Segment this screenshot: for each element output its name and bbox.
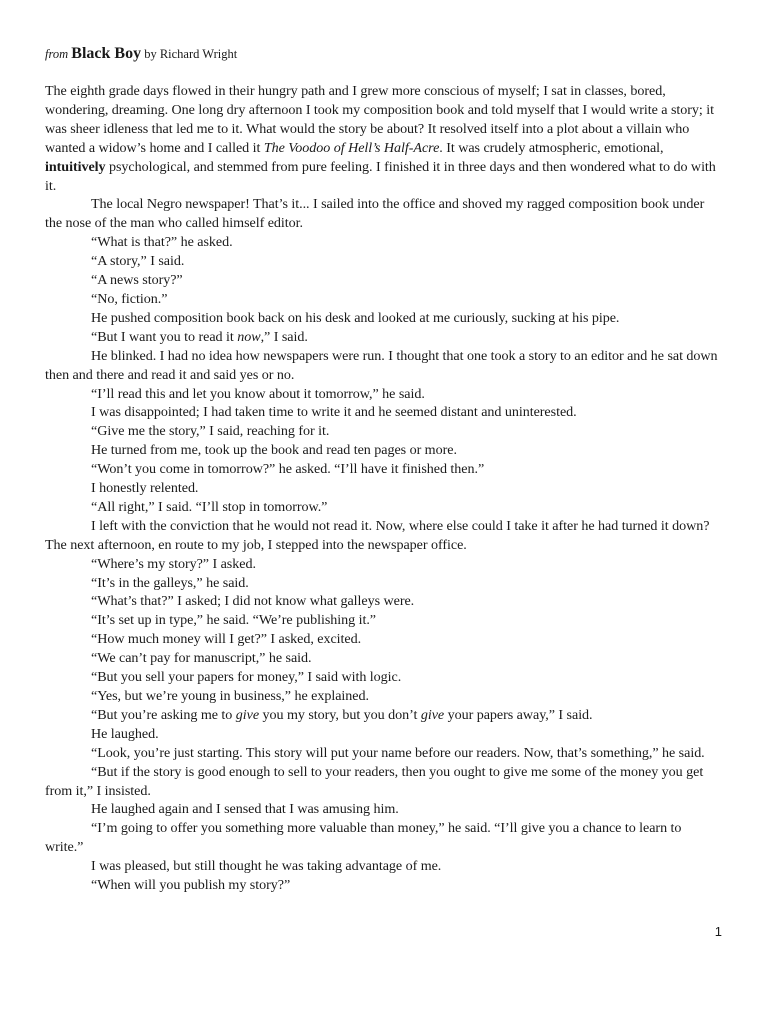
text-segment: your papers away,” I said. <box>444 706 593 723</box>
paragraph <box>45 649 721 668</box>
text-segment: “A news story?” <box>91 272 183 289</box>
text-segment: He laughed. <box>91 725 159 742</box>
paragraph <box>45 271 721 290</box>
text-segment: “What is that?” he asked. <box>91 234 233 251</box>
document-heading <box>45 44 721 64</box>
text-segment: I honestly relented. <box>91 480 199 497</box>
text-segment: “A story,” I said. <box>91 253 185 270</box>
text-segment: ,” I said. <box>260 328 308 345</box>
text-italic: give <box>235 706 260 723</box>
text-segment: “Won’t you come in tomorrow?” he asked. “I’ll have it finished then.” <box>91 461 485 478</box>
paragraph <box>45 309 721 328</box>
text-segment: He pushed composition book back on his desk and looked at me curiously, sucking at his pipe. <box>91 309 620 326</box>
paragraph <box>45 347 721 385</box>
paragraph <box>45 611 721 630</box>
paragraph <box>45 857 721 876</box>
paragraph <box>45 422 721 441</box>
text-segment: “But if the story is good enough to sell to your readers, then you ought to give me some of the money you get from it,” I insisted. <box>45 763 704 799</box>
text-segment: “No, fiction.” <box>91 290 168 307</box>
paragraph <box>45 819 721 857</box>
paragraph <box>45 687 721 706</box>
text-segment: “What’s that?” I asked; I did not know what galleys were. <box>91 593 415 610</box>
paragraph <box>45 630 721 649</box>
heading-author: by Richard Wright <box>144 47 238 61</box>
paragraph <box>45 498 721 517</box>
paragraph <box>45 517 721 555</box>
text-segment: “Where’s my story?” I asked. <box>91 555 256 572</box>
paragraph <box>45 195 721 233</box>
text-segment: The local Negro newspaper! That’s it... I sailed into the office and shoved my ragged composition book under the nose of the man who called himself editor. <box>45 196 705 232</box>
paragraph <box>45 725 721 744</box>
text-italic: The Voodoo of Hell’s Half-Acre <box>263 139 440 156</box>
text-segment: “It’s in the galleys,” he said. <box>91 574 249 591</box>
paragraph <box>45 403 721 422</box>
paragraph <box>45 385 721 404</box>
paragraph <box>45 233 721 252</box>
paragraph <box>45 706 721 725</box>
paragraph <box>45 328 721 347</box>
text-segment: “When will you publish my story?” <box>91 877 291 894</box>
paragraph <box>45 479 721 498</box>
text-segment: “But you sell your papers for money,” I said with logic. <box>91 669 402 686</box>
paragraph <box>45 460 721 479</box>
text-segment: He blinked. I had no idea how newspapers were run. I thought that one took a story to an editor and he sat down then and there and read it and said yes or no. <box>45 347 718 383</box>
text-segment: “Yes, but we’re young in business,” he explained. <box>91 688 369 704</box>
text-italic: give <box>420 706 445 723</box>
paragraph <box>45 763 721 801</box>
text-segment: I was pleased, but still thought he was taking advantage of me. <box>91 858 442 875</box>
text-segment: “All right,” I said. “I’ll stop in tomorrow.” <box>91 498 328 515</box>
paragraph <box>45 876 721 895</box>
paragraph <box>45 252 721 271</box>
text-segment: The eighth grade days flowed in their hungry path and I grew more conscious of myself; I sat in classes, bored, wondering, dreaming. One long dry afternoon I took my composition book and told myself that I would write a story; it was sheer idleness that led me to it. What would the story be about? It resolved itself into a plot about a villain who wanted a widow’s home and I called it <box>45 83 714 156</box>
text-segment: “Give me the story,” I said, reaching for it. <box>91 423 330 440</box>
text-segment: “But I want you to read it <box>91 328 238 345</box>
paragraph <box>45 441 721 460</box>
text-segment: “We can’t pay for manuscript,” he said. <box>91 650 312 667</box>
text-segment: He turned from me, took up the book and read ten pages or more. <box>91 442 457 459</box>
paragraph <box>45 574 721 593</box>
text-bold: intuitively <box>45 158 106 175</box>
text-segment: psychological, and stemmed from pure feeling. I finished it in three days and then wondered what to do with it. <box>45 158 716 194</box>
text-segment: “I’m going to offer you something more valuable than money,” he said. “I’ll give you a chance to learn to write.” <box>45 820 682 856</box>
text-segment: “How much money will I get?” I asked, excited. <box>91 631 362 648</box>
text-segment: I was disappointed; I had taken time to write it and he seemed distant and uninterested. <box>91 404 577 421</box>
text-segment: you my story, but you don’t <box>259 706 421 723</box>
paragraph <box>45 82 721 195</box>
paragraph <box>45 555 721 574</box>
text-segment: . It was crudely atmospheric, emotional, <box>439 139 664 156</box>
page-number: 1 <box>714 924 722 939</box>
text-italic: now <box>237 328 261 345</box>
paragraph <box>45 668 721 687</box>
paragraph <box>45 744 721 763</box>
text-segment: “Look, you’re just starting. This story will put your name before our readers. Now, that’s something,” he said. <box>91 744 705 761</box>
paragraph <box>45 290 721 309</box>
heading-from: from <box>45 47 69 61</box>
text-segment: “But you’re asking me to <box>91 706 236 723</box>
paragraph <box>45 592 721 611</box>
heading-title: Black Boy <box>71 45 142 62</box>
text-segment: “I’ll read this and let you know about it tomorrow,” he said. <box>91 385 425 402</box>
document-body <box>45 82 721 895</box>
document-page <box>45 44 721 895</box>
text-segment: “It’s set up in type,” he said. “We’re publishing it.” <box>91 612 377 629</box>
text-segment: I left with the conviction that he would not read it. Now, where else could I take it after he had turned it down? The next afternoon, en route to my job, I stepped into the newspaper office. <box>45 517 710 553</box>
text-segment: He laughed again and I sensed that I was amusing him. <box>91 801 399 818</box>
paragraph <box>45 800 721 819</box>
